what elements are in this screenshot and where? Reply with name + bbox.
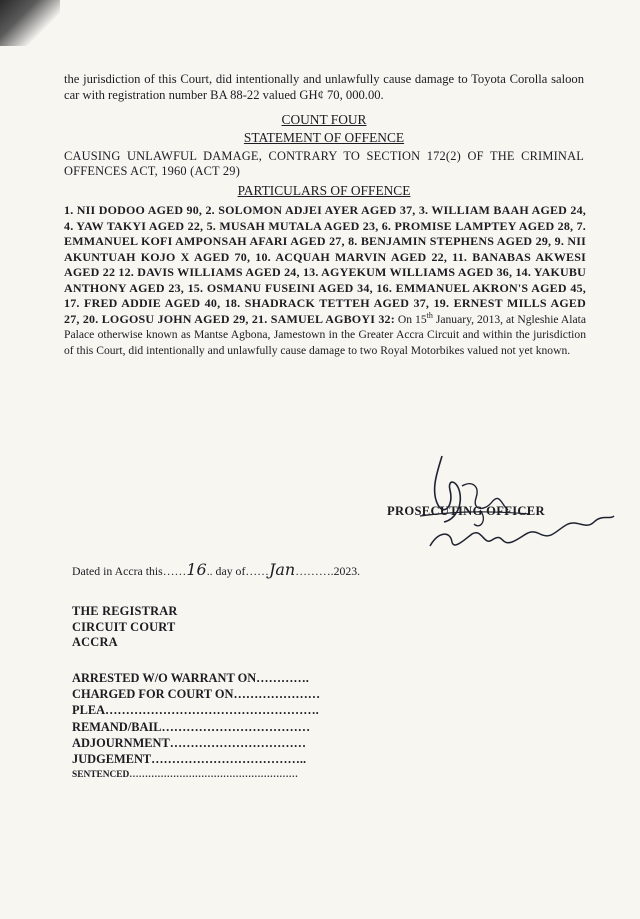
adjournment-line: ADJOURNMENT…………………………… [72,735,307,750]
case-record-block [72,670,372,783]
judgement-line: JUDGEMENT……………………………….. [72,752,307,767]
scan-corner-shadow [0,0,60,46]
prosecuting-officer-label: PROSECUTING OFFICER [387,504,545,518]
arrested-line: ARRESTED W/O WARRANT ON…………. [72,671,309,685]
dated-prefix: Dated in Accra this [72,564,163,578]
accused-list: 1. NII DODOO AGED 90, 2. SOLOMON ADJEI AYER AGED 37, 3. WILLIAM BAAH AGED 24, 4. YAW TAKYI AGED 22, 5. MUSAH MUTALA AGED 23, 6. PROMISE LAMPTEY AGED 28, 7. EMMANUEL KOFI AMPONSAH AFARI AGED 27, 8. BENJAMIN STEPHENS AGED 29, 9. NII AKUNTUAH KOJO X AGED 70, 10. ACQUAH MARVIN AGED 22, 11. BANABAS AKWESI AGED 22 12. DAVIS WILLIAMS AGED 24, 13. AGYEKUM WILLIAMS AGED 36, 14. YAKUBU ANTHONY AGED 23, 15. OSMANU FUSEINI AGED 34, 16. EMMANUEL AKRON'S AGED 45, 17. FRED ADDIE AGED 40, 18. SHADRACK TETTEH AGED 37, 19. ERNEST MILLS AGED 27, 20. LOGOSU JOHN AGED 29, 21. SAMUEL AGBOYI 32: [64,203,586,326]
statement-heading: STATEMENT OF OFFENCE [243,130,405,145]
dated-day-of: day of [212,564,246,578]
count-heading: COUNT FOUR [281,112,367,127]
dated-month: Jan [268,560,296,579]
dated-dots-1: …… [162,564,187,578]
registrar-line-2: CIRCUIT COURT [72,619,176,634]
sentenced-line: SENTENCED……………………………………………… [72,770,299,781]
registrar-address [72,604,272,651]
dated-dots-2: .. [206,564,213,578]
particulars-heading: PARTICULARS OF OFFENCE [237,183,411,198]
registrar-line-1: THE REGISTRAR [72,604,178,618]
charged-line: CHARGED FOR COURT ON………………… [72,687,321,702]
dated-year: 2023. [333,564,361,578]
intro-paragraph: the jurisdiction of this Court, did intentionally and unlawfully cause damage to Toyota Corolla saloon car with registration number BA 88-22 valued GH¢ 70, 000.00. [64,72,584,102]
plea-line: PLEA……………………………………………. [72,703,319,718]
statement-of-offence: CAUSING UNLAWFUL DAMAGE, CONTRARY TO SECTION 172(2) OF THE CRIMINAL OFFENCES ACT, 1960 (ACT 29) [64,149,584,178]
ordinal-suffix: th [426,310,433,320]
dated-day: 16 [186,560,207,579]
dated-dots-4: ………. [295,564,334,578]
offence-details-part2: January, 2013, at Ngleshie Alata Palace otherwise known as Mantse Agbona, Jamestown in the Greater Accra Circuit and within the jurisdiction of this Court, did intentionally and unlawfully cause damage to two Royal Motorbikes valued not yet known. [64,312,586,357]
dated-dots-3: …… [245,564,269,578]
registrar-line-3: ACCRA [72,635,118,649]
dated-line [72,560,432,579]
remand-bail-line: REMAND/BAIL……………………………… [72,719,311,734]
offence-details-part1: On 15 [394,312,427,326]
particulars-of-offence [64,203,586,358]
